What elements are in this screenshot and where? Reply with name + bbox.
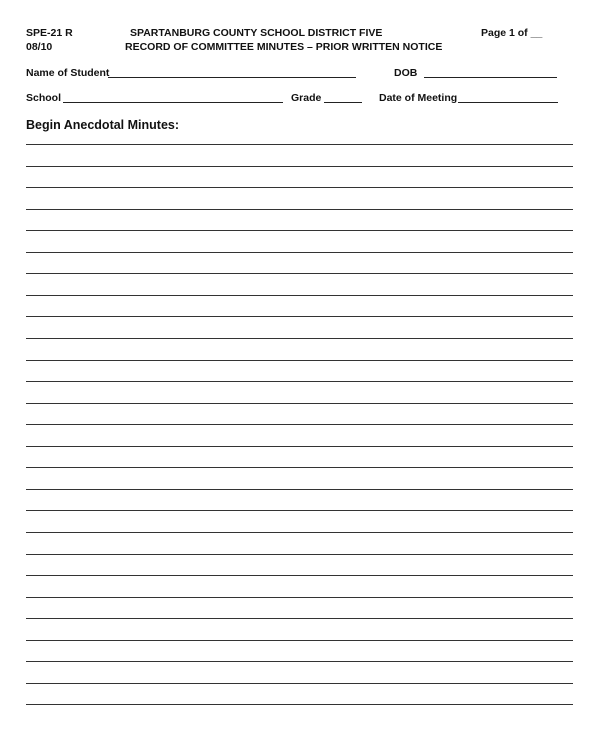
meeting-date-field[interactable] bbox=[458, 102, 558, 103]
form-revision-date: 08/10 bbox=[26, 41, 53, 53]
grade-label: Grade bbox=[291, 92, 322, 104]
minutes-line[interactable] bbox=[26, 510, 573, 511]
minutes-line[interactable] bbox=[26, 360, 573, 361]
minutes-line[interactable] bbox=[26, 532, 573, 533]
minutes-line[interactable] bbox=[26, 316, 573, 317]
student-name-field[interactable] bbox=[108, 77, 356, 78]
minutes-line[interactable] bbox=[26, 661, 573, 662]
student-name-label: Name of Student bbox=[26, 67, 110, 79]
minutes-line[interactable] bbox=[26, 640, 573, 641]
minutes-line[interactable] bbox=[26, 338, 573, 339]
dob-field[interactable] bbox=[424, 77, 557, 78]
form-number: SPE-21 R bbox=[26, 27, 73, 39]
minutes-line[interactable] bbox=[26, 403, 573, 404]
minutes-line[interactable] bbox=[26, 187, 573, 188]
minutes-line[interactable] bbox=[26, 467, 573, 468]
minutes-line[interactable] bbox=[26, 597, 573, 598]
minutes-line[interactable] bbox=[26, 489, 573, 490]
minutes-line[interactable] bbox=[26, 295, 573, 296]
minutes-line[interactable] bbox=[26, 618, 573, 619]
minutes-line[interactable] bbox=[26, 683, 573, 684]
minutes-line[interactable] bbox=[26, 424, 573, 425]
minutes-line[interactable] bbox=[26, 252, 573, 253]
minutes-line[interactable] bbox=[26, 166, 573, 167]
minutes-line[interactable] bbox=[26, 381, 573, 382]
minutes-line[interactable] bbox=[26, 144, 573, 145]
minutes-line[interactable] bbox=[26, 209, 573, 210]
district-name: SPARTANBURG COUNTY SCHOOL DISTRICT FIVE bbox=[130, 27, 383, 39]
minutes-line[interactable] bbox=[26, 554, 573, 555]
minutes-line[interactable] bbox=[26, 704, 573, 705]
meeting-date-label: Date of Meeting bbox=[379, 92, 458, 104]
minutes-title: Begin Anecdotal Minutes: bbox=[26, 118, 180, 132]
school-field[interactable] bbox=[63, 102, 283, 103]
school-label: School bbox=[26, 92, 62, 104]
minutes-line[interactable] bbox=[26, 575, 573, 576]
minutes-line[interactable] bbox=[26, 230, 573, 231]
minutes-line[interactable] bbox=[26, 273, 573, 274]
page-number-label: Page 1 of __ bbox=[481, 27, 543, 39]
document-title: RECORD OF COMMITTEE MINUTES – PRIOR WRITTEN NOTICE bbox=[125, 41, 443, 53]
minutes-line[interactable] bbox=[26, 446, 573, 447]
dob-label: DOB bbox=[394, 67, 418, 79]
grade-field[interactable] bbox=[324, 102, 362, 103]
